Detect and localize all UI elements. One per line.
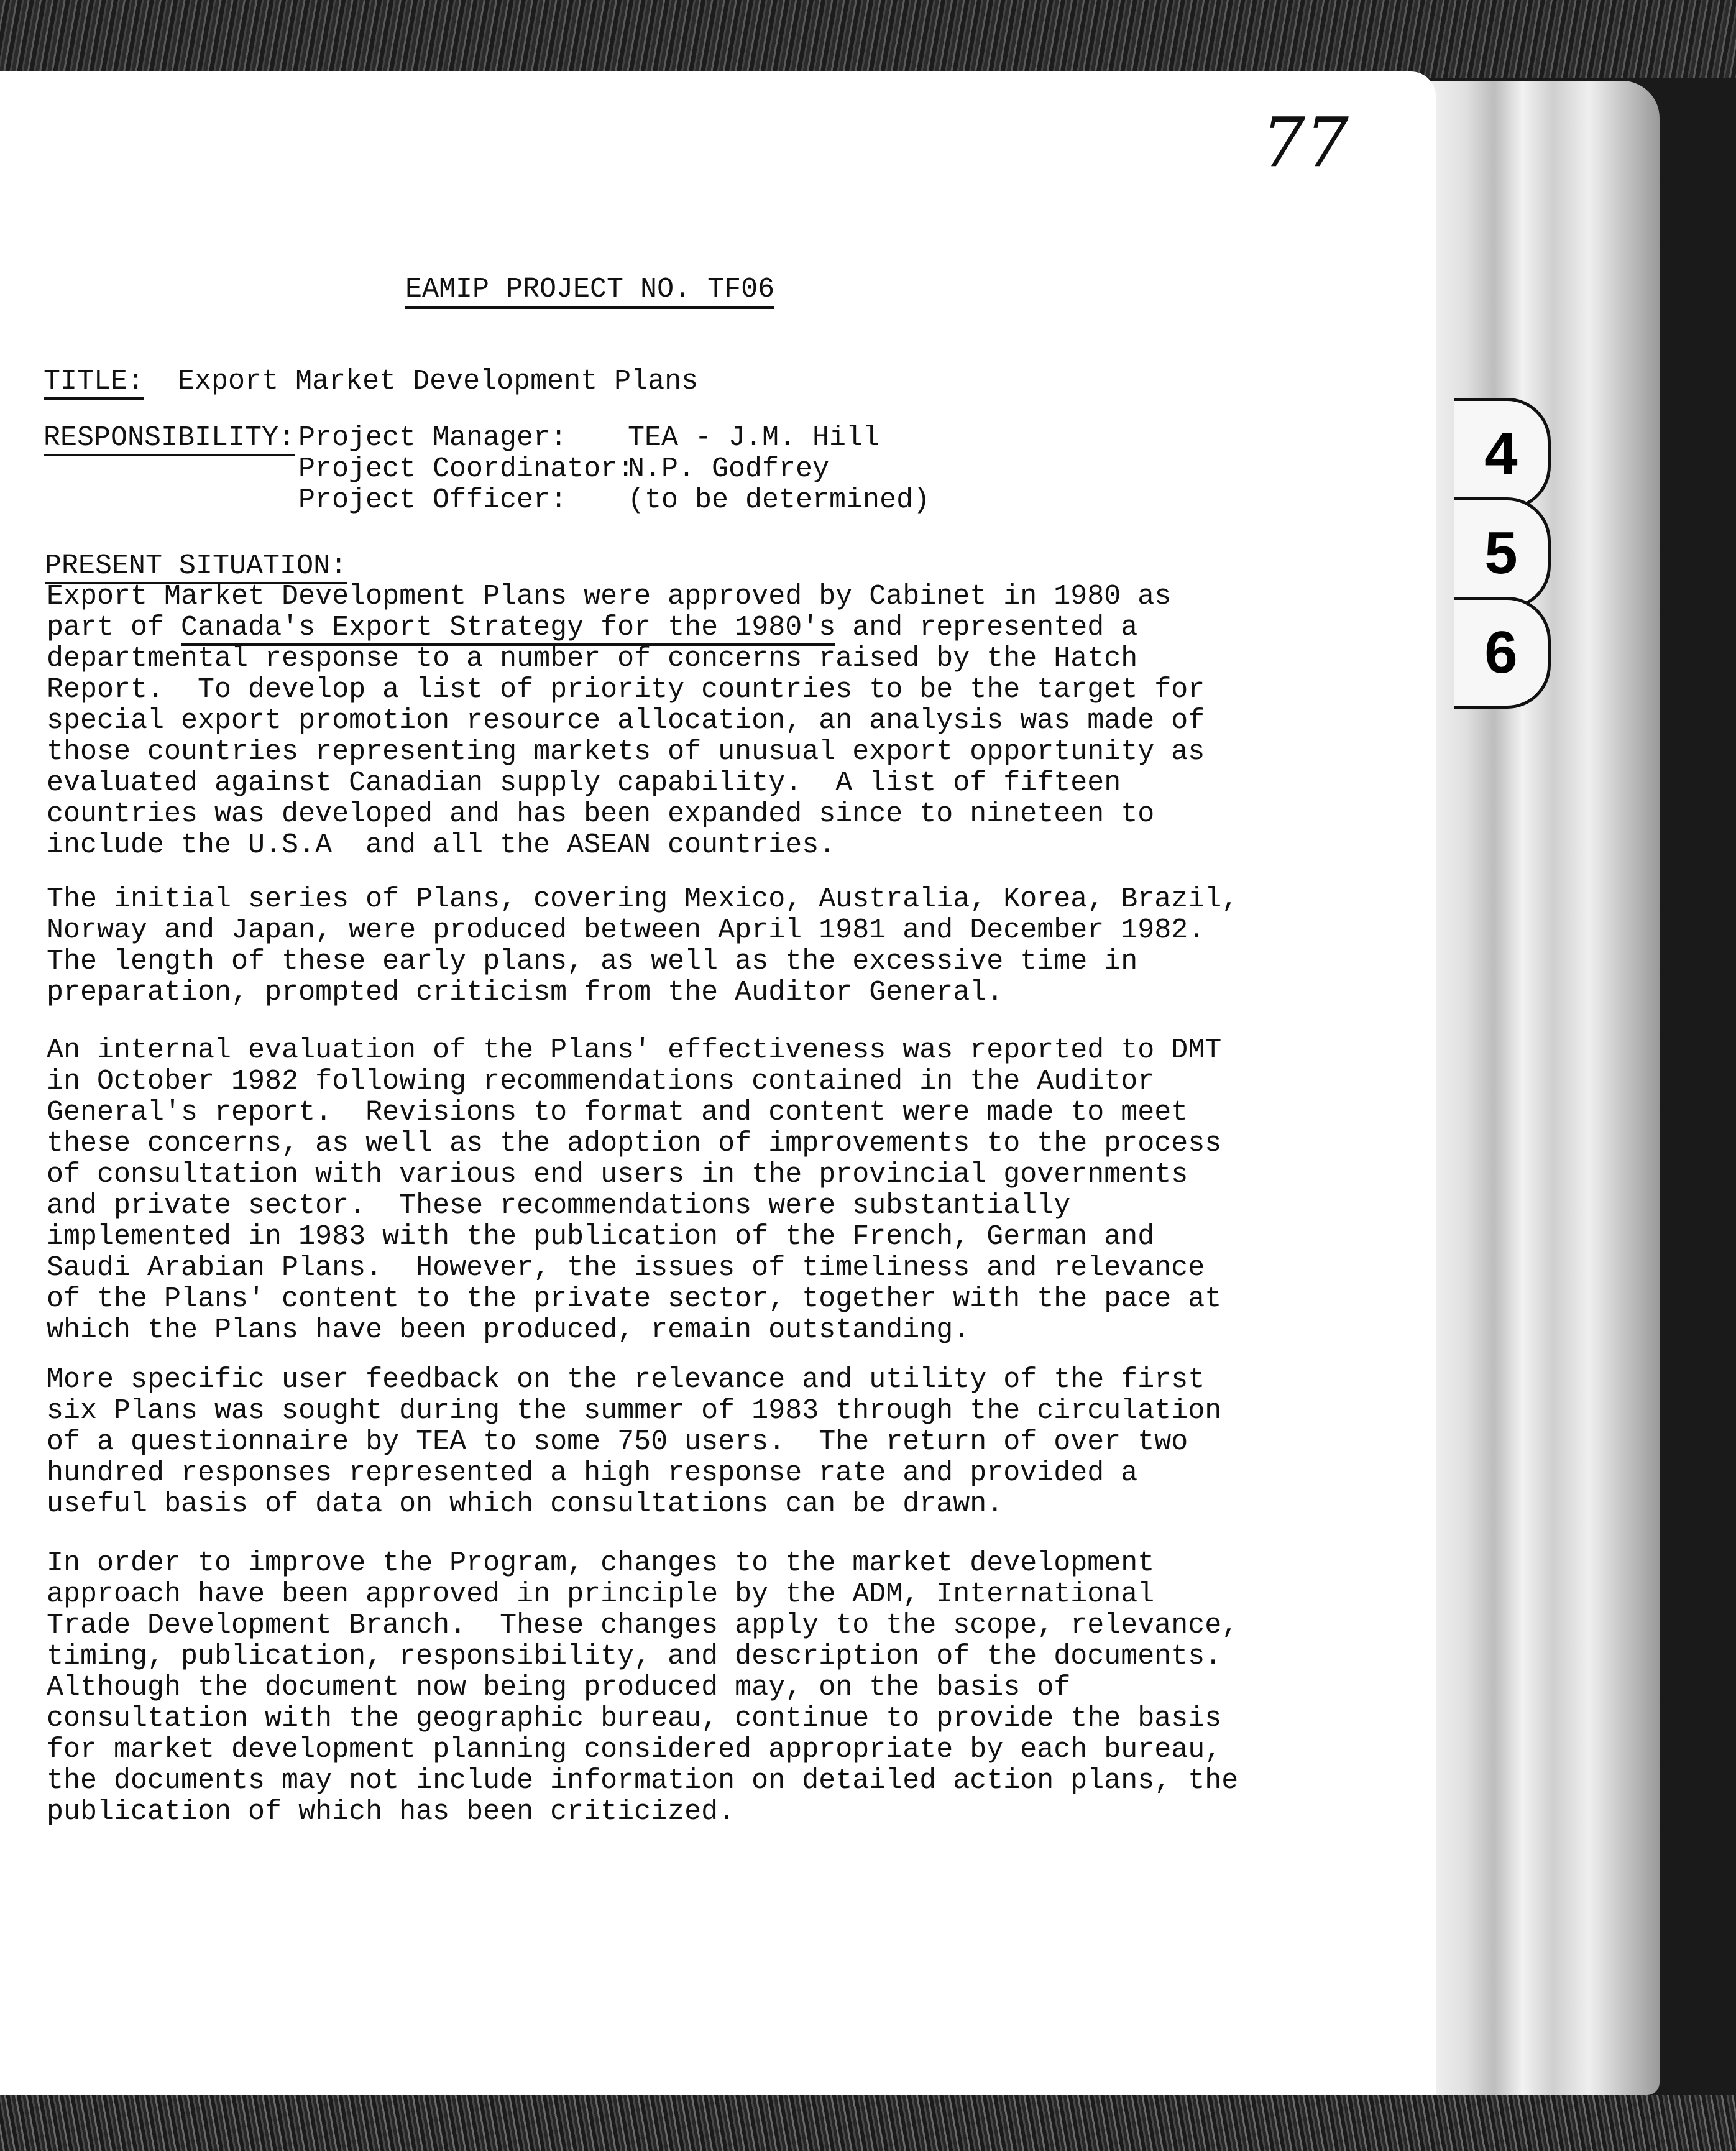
responsibility-row xyxy=(44,423,930,454)
role-label: Project Coordinator: xyxy=(298,453,635,485)
paragraph-line: useful basis of data on which consultations can be drawn. xyxy=(47,1488,1004,1520)
strategy-reference: Canada's Export Strategy for the 1980's xyxy=(181,612,835,646)
paragraph-line: special export promotion resource allocation, an analysis was made of xyxy=(47,705,1205,737)
paragraph-line: The initial series of Plans, covering Mexico, Australia, Korea, Brazil, xyxy=(47,883,1239,915)
paragraph-line: which the Plans have been produced, remain outstanding. xyxy=(47,1314,970,1346)
paragraph-2 xyxy=(47,883,1239,1008)
responsibility-label: RESPONSIBILITY: xyxy=(44,422,295,456)
responsibility-row xyxy=(44,485,930,516)
person-value: (to be determined) xyxy=(628,484,930,516)
paragraph-line: Trade Development Branch. These changes apply to the scope, relevance, xyxy=(47,1610,1239,1641)
index-tab-5[interactable] xyxy=(1454,497,1551,609)
paragraph-line: departmental response to a number of concerns raised by the Hatch xyxy=(47,643,1138,675)
paragraph-line: preparation, prompted criticism from the Auditor General. xyxy=(47,977,1004,1008)
paragraph-line: of the Plans' content to the private sector, together with the pace at xyxy=(47,1283,1222,1315)
title-value: Export Market Development Plans xyxy=(178,366,699,397)
paragraph-line: include the U.S.A and all the ASEAN countries. xyxy=(47,829,836,861)
paragraph-line: timing, publication, responsibility, and description of the documents. xyxy=(47,1641,1222,1672)
scan-border-bottom xyxy=(0,2095,1736,2151)
paragraph-line: evaluated against Canadian supply capability. A list of fifteen xyxy=(47,767,1121,799)
paragraph-line: More specific user feedback on the relevance and utility of the first xyxy=(47,1364,1205,1396)
paragraph-line: publication of which has been criticized. xyxy=(47,1796,735,1828)
paragraph-line: Saudi Arabian Plans. However, the issues of timeliness and relevance xyxy=(47,1252,1205,1284)
paragraph-line: consultation with the geographic bureau, continue to provide the basis xyxy=(47,1703,1222,1734)
section-label-row xyxy=(45,550,347,582)
paragraph-line: General's report. Revisions to format and content were made to meet xyxy=(47,1097,1188,1128)
responsibility-label-cell xyxy=(44,423,298,454)
index-tab-6[interactable] xyxy=(1454,597,1551,709)
responsibility-row xyxy=(44,454,930,485)
person-value: TEA - J.M. Hill xyxy=(628,422,880,454)
scan-border-top xyxy=(0,0,1736,78)
paragraph-line: approach have been approved in principle by the ADM, International xyxy=(47,1578,1155,1610)
index-tab-4[interactable] xyxy=(1454,398,1551,510)
paragraph-line: An internal evaluation of the Plans' effectiveness was reported to DMT xyxy=(47,1034,1222,1066)
index-tab-label: 4 xyxy=(1484,420,1518,487)
responsibility-block xyxy=(44,423,930,516)
paragraph-line: in October 1982 following recommendations contained in the Auditor xyxy=(47,1066,1155,1097)
paragraph-line: these concerns, as well as the adoption of improvements to the process xyxy=(47,1128,1222,1159)
paragraph-line: hundred responses represented a high response rate and provided a xyxy=(47,1457,1138,1489)
index-tab-label: 5 xyxy=(1484,520,1518,586)
paragraph-line: In order to improve the Program, changes to the market development xyxy=(47,1547,1155,1579)
paragraph-line: The length of these early plans, as well as the excessive time in xyxy=(47,946,1138,977)
page-curl-edge xyxy=(1423,81,1660,2095)
role-label: Project Manager: xyxy=(298,422,567,454)
person-value: N.P. Godfrey xyxy=(628,453,830,485)
paragraph-line: those countries representing markets of unusual export opportunity as xyxy=(47,736,1205,768)
paragraph-line: six Plans was sought during the summer of 1983 through the circulation xyxy=(47,1395,1222,1427)
title-label: TITLE: xyxy=(44,366,144,400)
paragraph-line: implemented in 1983 with the publication of the French, German and xyxy=(47,1221,1155,1253)
paragraph-line: Norway and Japan, were produced between April 1981 and December 1982. xyxy=(47,914,1205,946)
index-tab-label: 6 xyxy=(1484,619,1518,686)
paragraph-4 xyxy=(47,1364,1222,1520)
handwritten-page-number: 77 xyxy=(1262,103,1349,182)
paragraph-5 xyxy=(47,1547,1239,1828)
paragraph-3 xyxy=(47,1034,1222,1346)
paragraph-line: Export Market Development Plans were approved by Cabinet in 1980 as xyxy=(47,581,1172,612)
paragraph-line: the documents may not include information on detailed action plans, the xyxy=(47,1765,1239,1797)
role-label: Project Officer: xyxy=(298,484,567,516)
paragraph-line: Although the document now being produced may, on the basis of xyxy=(47,1672,1071,1703)
paragraph-line: Report. To develop a list of priority countries to be the target for xyxy=(47,674,1205,706)
paragraph-line: of a questionnaire by TEA to some 750 users. The return of over two xyxy=(47,1426,1188,1458)
paragraph-1 xyxy=(47,581,1205,861)
title-row xyxy=(44,366,698,397)
paragraph-line: for market development planning considered appropriate by each bureau, xyxy=(47,1734,1222,1766)
paragraph-line: part of Canada's Export Strategy for the 1980's and represented a xyxy=(47,612,1165,643)
paragraph-line: of consultation with various end users in the provincial governments xyxy=(47,1159,1188,1191)
paragraph-line: and private sector. These recommendations were substantially xyxy=(47,1190,1071,1222)
paragraph-line: countries was developed and has been expanded since to nineteen to xyxy=(47,798,1155,830)
document-heading: EAMIP PROJECT NO. TF06 xyxy=(405,274,774,309)
present-situation-label: PRESENT SITUATION: xyxy=(45,550,347,584)
